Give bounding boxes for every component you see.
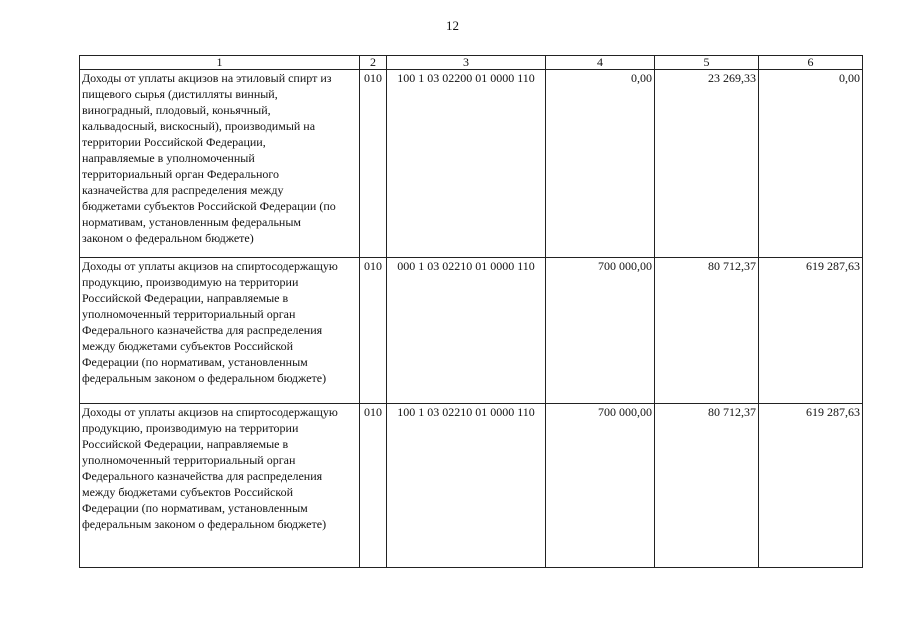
header-col-3: 3 — [387, 56, 546, 70]
table-row — [80, 404, 863, 568]
table-header-row — [80, 56, 863, 70]
header-col-4: 4 — [546, 56, 655, 70]
page-number: 12 — [446, 18, 459, 33]
amount-col5-cell: 80 712,37 — [655, 404, 759, 568]
amount-col5-cell: 23 269,33 — [655, 70, 759, 258]
budget-code-cell: 000 1 03 02210 01 0000 110 — [387, 258, 546, 404]
income-name-cell: Доходы от уплаты акцизов на спиртосодержащую продукцию, производимую на территории Российской Федерации, направляемые в уполномоченный территориальный орган Федерального казначейства для распределения между бюджетами субъектов Российской Федерации (по нормативам, установленным федеральным законом о федеральном бюджете) — [80, 404, 360, 568]
header-col-5: 5 — [655, 56, 759, 70]
amount-col4-cell: 0,00 — [546, 70, 655, 258]
line-code-cell: 010 — [360, 70, 387, 258]
budget-code-cell: 100 1 03 02200 01 0000 110 — [387, 70, 546, 258]
line-code-cell: 010 — [360, 258, 387, 404]
header-col-6: 6 — [759, 56, 863, 70]
table-row — [80, 70, 863, 258]
header-col-2: 2 — [360, 56, 387, 70]
amount-col4-cell: 700 000,00 — [546, 404, 655, 568]
table-row — [80, 258, 863, 404]
income-name-cell: Доходы от уплаты акцизов на спиртосодержащую продукцию, производимую на территории Российской Федерации, направляемые в уполномоченный территориальный орган Федерального казначейства для распределения между бюджетами субъектов Российской Федерации (по нормативам, установленным федеральным законом о федеральном бюджете) — [80, 258, 360, 404]
revenue-table — [79, 55, 863, 568]
amount-col6-cell: 619 287,63 — [759, 258, 863, 404]
amount-col5-cell: 80 712,37 — [655, 258, 759, 404]
amount-col4-cell: 700 000,00 — [546, 258, 655, 404]
header-col-1: 1 — [80, 56, 360, 70]
amount-col6-cell: 619 287,63 — [759, 404, 863, 568]
amount-col6-cell: 0,00 — [759, 70, 863, 258]
budget-code-cell: 100 1 03 02210 01 0000 110 — [387, 404, 546, 568]
income-name-cell: Доходы от уплаты акцизов на этиловый спирт из пищевого сырья (дистилляты винный, виноградный, плодовый, коньячный, кальвадосный, вискоcный), производимый на территории Российской Федерации, направляемые в уполномоченный территориальный орган Федерального казначейства для распределения между бюджетами субъектов Российской Федерации (по нормативам, установленным федеральным законом о федеральном бюджете) — [80, 70, 360, 258]
line-code-cell: 010 — [360, 404, 387, 568]
